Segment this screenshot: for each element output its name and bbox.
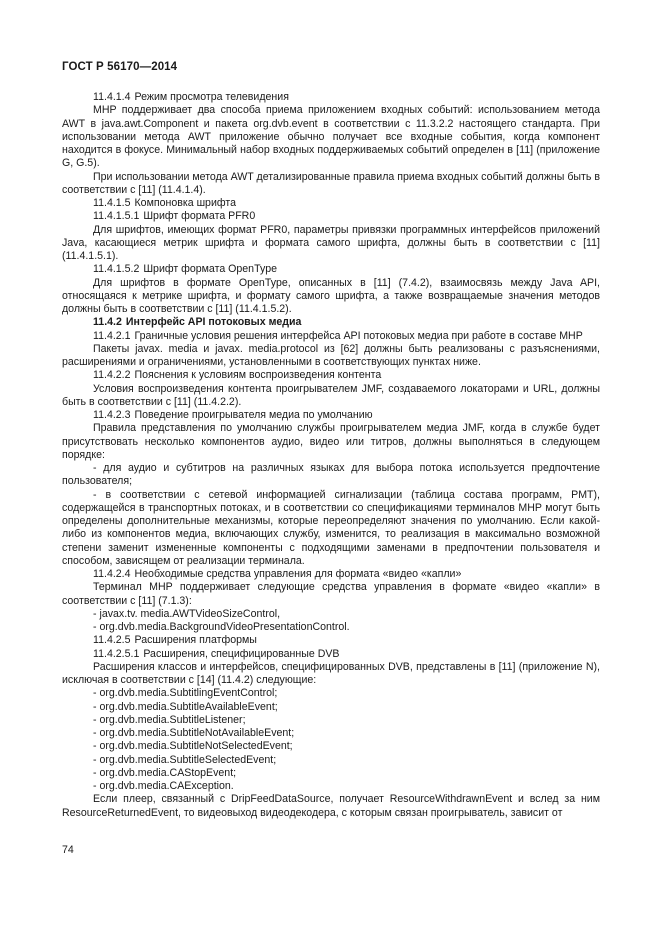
- page-number: 74: [62, 844, 74, 856]
- list-item: - org.dvb.media.SubtitleAvailableEvent;: [93, 700, 278, 713]
- list-item: - javax.tv. media.AWTVideoSizeControl,: [93, 607, 281, 620]
- clause-title: Шрифт формата PFR0: [143, 210, 256, 223]
- list-item: - в соответствии с сетевой информацией сигнализации (таблица состава программ, PMT), содержащейся в транспортных потоках, и в соответствии со спецификациями терминалов MHP могут быть определены дополнительные механизмы, которые переопределяют значения по умолчанию. Если какой-либо из компонентов медиа, включающих службу, изменится, то реализация в максимально возможной степени заменит измененные компоненты с подходящими заменами в предпочтении пользователя и способом, зависящем от реализации терминала.: [62, 488, 600, 567]
- list-item: - org.dvb.media.SubtitleSelectedEvent;: [93, 753, 277, 766]
- subsection-heading: [62, 91, 600, 104]
- list-item: - org.dvb.media.SubtitleListener;: [93, 713, 246, 726]
- clause-title: Расширения платформы: [134, 634, 257, 647]
- body-paragraph: Расширения классов и интерфейсов, специфицированных DVB, представлены в [11] (приложение N), исключая в соответствии с [14] (11.4.2) следующие:: [62, 660, 600, 686]
- clause-title: Расширения, специфицированные DVB: [143, 647, 340, 660]
- list-item: - org.dvb.media.CAException.: [93, 780, 234, 792]
- clause-title: Граничные условия решения интерфейса API потоковых медиа при работе в составе MHP: [134, 329, 583, 342]
- body-paragraph: Пакеты javax. media и javax. media.protocol из [62] должны быть реализованы с разъяснениями, расширениями и ограничениями, установленными в соответствующих пунктах ниже.: [62, 342, 600, 368]
- body-paragraph: Условия воспроизведения контента проигрывателем JMF, создаваемого локаторами и URL, должны быть в соответствии с [11] (11.4.2.2).: [62, 382, 600, 408]
- list-item: - org.dvb.media.SubtitlingEventControl;: [93, 687, 278, 700]
- clause-title: Шрифт формата OpenType: [143, 263, 278, 276]
- list-item: - org.dvb.media.SubtitleNotAvailableEvent;: [93, 727, 295, 739]
- body-paragraph: Для шрифтов, имеющих формат PFR0, параметры привязки программных интерфейсов приложений Java, касающиеся метрик шрифта и формата самого шрифта, должны быть в соответствии с [11] (11.4.1.5.1).: [62, 223, 600, 262]
- body-paragraph: Для шрифтов в формате OpenType, описанных в [11] (7.4.2), взаимосвязь между Java API, относящаяся к метрике шрифта, и формату самого шрифта, а также возвращаемые значения методов должны быть в соответствии с [11] (11.4.1.5.2).: [62, 276, 600, 315]
- clause-number: 11.4.2.1: [93, 329, 131, 342]
- section-heading: [62, 316, 600, 329]
- subsection-heading: [62, 648, 600, 661]
- clause-number: 11.4.1.4: [93, 91, 131, 103]
- subsection-heading: [62, 197, 600, 210]
- clause-number: 11.4.2: [93, 316, 122, 329]
- subsection-heading: [62, 634, 600, 647]
- clause-title: Необходимые средства управления для формата «видео «капли»: [134, 568, 462, 580]
- body-paragraph: Если плеер, связанный с DripFeedDataSource, получает ResourceWithdrawnEvent и вслед за ним ResourceReturnedEvent, то видеовыход видеодекодера, с которым связан проигрыватель, зависит от: [62, 793, 600, 819]
- list-item: - org.dvb.media.BackgroundVideoPresentationControl.: [93, 621, 350, 633]
- subsection-heading: [62, 330, 600, 343]
- clause-title: Режим просмотра телевидения: [134, 91, 289, 103]
- document-body: [62, 91, 600, 820]
- body-paragraph: Правила представления по умолчанию службы проигрывателем медиа JMF, когда в службе будет присутствовать несколько компонентов аудио, видео или титров, должны выполняться в следующем порядке:: [62, 422, 600, 461]
- subsection-heading: [62, 409, 600, 422]
- clause-number: 11.4.1.5.1: [93, 210, 140, 223]
- clause-title: Интерфейс API потоковых медиа: [125, 316, 302, 329]
- clause-number: 11.4.1.5.2: [93, 263, 140, 276]
- clause-number: 11.4.2.5: [93, 634, 131, 647]
- clause-title: Пояснения к условиям воспроизведения контента: [134, 369, 382, 382]
- clause-number: 11.4.2.5.1: [93, 647, 140, 660]
- subsection-heading: [62, 263, 600, 276]
- list-item: - org.dvb.media.CAStopEvent;: [93, 766, 237, 779]
- clause-number: 11.4.2.4: [93, 568, 131, 580]
- clause-number: 11.4.2.2: [93, 369, 131, 382]
- body-paragraph: Терминал MHP поддерживает следующие средства управления в формате «видео «капли» в соответствии с [11] (7.1.3):: [62, 581, 600, 607]
- subsection-heading: [62, 568, 600, 581]
- clause-number: 11.4.2.3: [93, 409, 131, 421]
- list-item: - org.dvb.media.SubtitleNotSelectedEvent;: [93, 740, 293, 753]
- subsection-heading: [62, 210, 600, 223]
- body-paragraph: При использовании метода AWT детализированные правила приема входных событий должны быть в соответствии с [11] (11.4.1.4).: [62, 170, 600, 196]
- document-header: ГОСТ Р 56170—2014: [62, 61, 178, 73]
- clause-title: Компоновка шрифта: [134, 197, 236, 209]
- clause-title: Поведение проигрывателя медиа по умолчанию: [134, 409, 373, 421]
- list-item: - для аудио и субтитров на различных языках для выбора потока используется предпочтение пользователя;: [62, 462, 600, 488]
- body-paragraph: MHP поддерживает два способа приема приложением входных событий: использованием метода AWT в java.awt.Component и пакета org.dvb.event в соответствии с 11.3.2.2 настоящего стандарта. При использовании метода AWT приложение обычно получает все входные события, когда компонент находится в фокусе. Минимальный набор входных поддерживаемых событий определен в [11] (приложение G, G.5).: [62, 104, 600, 170]
- subsection-heading: [62, 369, 600, 382]
- clause-number: 11.4.1.5: [93, 197, 131, 209]
